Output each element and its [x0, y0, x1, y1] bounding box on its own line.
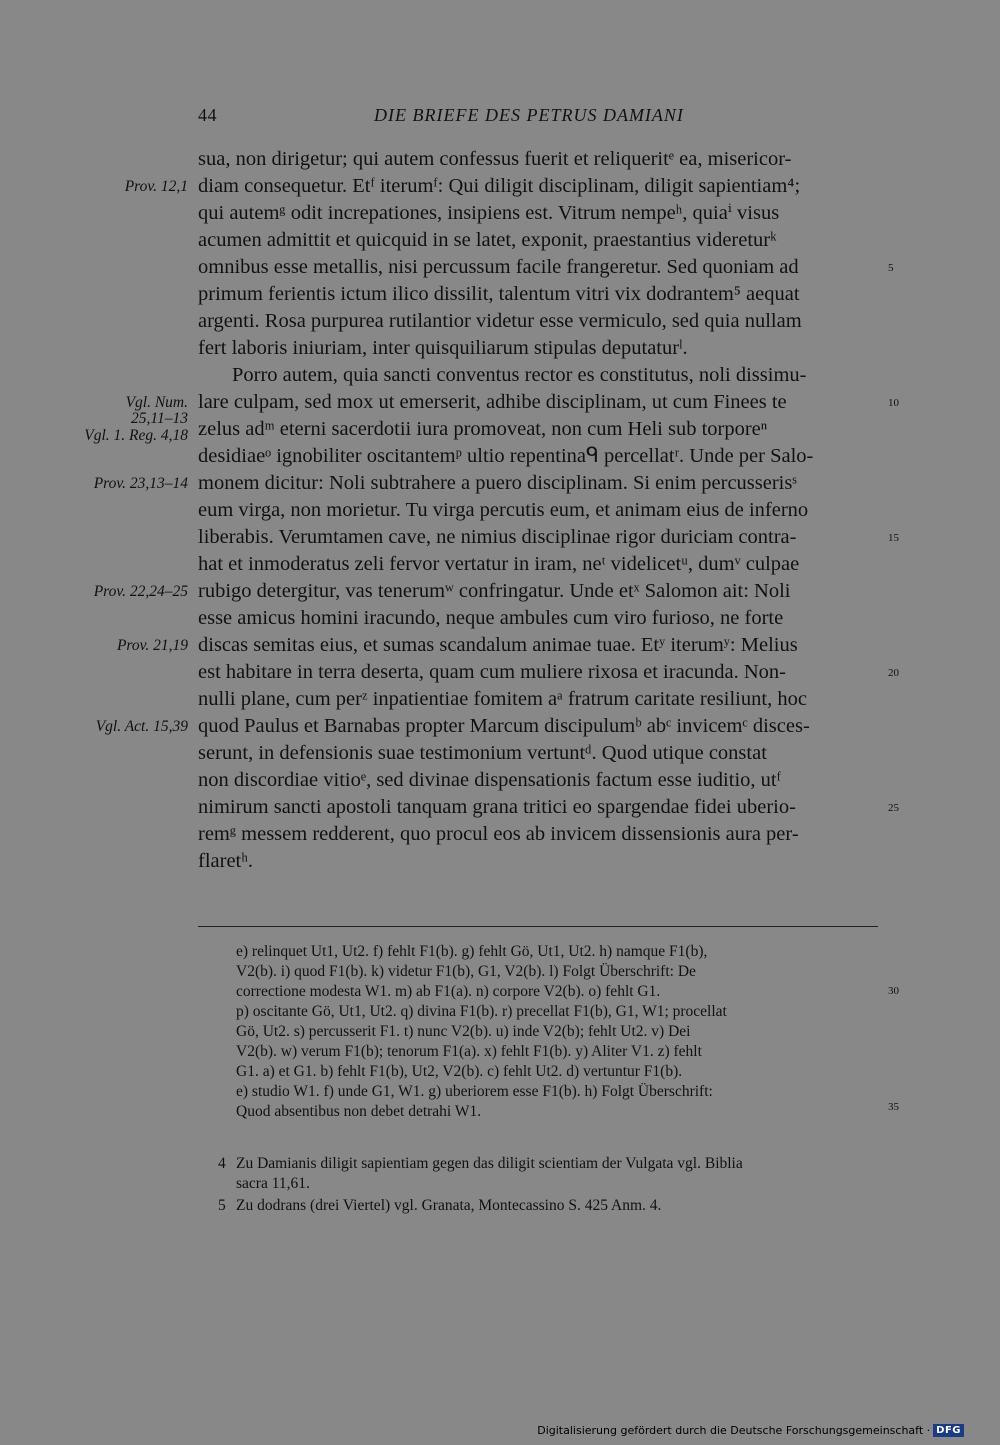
line-number: 15 — [888, 532, 899, 544]
line-number: 20 — [888, 667, 899, 679]
running-title: DIE BRIEFE DES PETRUS DAMIANI — [374, 105, 684, 125]
line-number: 5 — [888, 262, 894, 274]
text-line: quod Paulus et Barnabas propter Marcum discipulumᵇ abᶜ invicemᶜ disces- — [198, 715, 810, 737]
text-line: omnibus esse metallis, nisi percussum facile frangeretur. Sed quoniam ad — [198, 256, 799, 278]
text-line: hat et inmoderatus zeli fervor vertatur in iram, neᵗ videlicetᵘ, dumᵛ culpae — [198, 553, 800, 575]
text-line: acumen admittit et quicquid in se latet, exponit, praestantius videreturᵏ — [198, 229, 777, 251]
footnote-text: Zu Damianis diligit sapientiam gegen das diligit scientiam der Vulgata vgl. Biblia — [236, 1155, 743, 1172]
apparatus-line: e) studio W1. f) unde G1, W1. g) uberiorem esse F1(b). h) Folgt Überschrift: — [236, 1083, 713, 1100]
text-line: primum ferientis ictum ilico dissilit, talentum vitri vix dodrantem⁵ aequat — [198, 283, 800, 305]
line-number: 25 — [888, 802, 899, 814]
apparatus-line: Gö, Ut2. s) percusserit F1. t) nunc V2(b). u) inde V2(b); fehlt Ut2. v) Dei — [236, 1023, 691, 1040]
text-line: nimirum sancti apostoli tanquam grana tritici eo spargendae fidei uberio- — [198, 796, 796, 818]
text-line: argenti. Rosa purpurea rutilantior videtur esse vermiculo, sed quia nullam — [198, 310, 802, 332]
apparatus-line: G1. a) et G1. b) fehlt F1(b), Ut2, V2(b). c) fehlt Ut2. d) vertuntur F1(b). — [236, 1063, 683, 1080]
text-line: diam consequetur. Etᶠ iterumᶠ: Qui diligit disciplinam, diligit sapientiam⁴; — [198, 175, 801, 197]
text-line: qui autemᵍ odit increpationes, insipiens est. Vitrum nempeʰ, quiaⁱ visus — [198, 202, 780, 224]
footnote — [218, 1196, 878, 1216]
running-header — [198, 105, 878, 131]
funding-note — [537, 1424, 964, 1437]
footnote-number: 4 — [218, 1155, 226, 1172]
text-line: rubigo detergitur, vas tenerumʷ confringatur. Unde etˣ Salomon ait: Noli — [198, 580, 791, 602]
text-line: monem dicitur: Noli subtrahere a puero disciplinam. Si enim percusserisˢ — [198, 472, 797, 494]
text-line: remᵍ messem redderent, quo procul eos ab invicem dissensionis aura per- — [198, 823, 799, 845]
margin-ref: 25,11–13 — [131, 410, 188, 427]
line-number: 35 — [888, 1101, 899, 1113]
text-line: sua, non dirigetur; qui autem confessus fuerit et reliqueritᵉ ea, misericor- — [198, 148, 792, 170]
margin-ref: Vgl. Num. — [125, 394, 188, 411]
text-line: liberabis. Verumtamen cave, ne nimius disciplinae rigor duriciam contra- — [198, 526, 797, 548]
text-line: flaretʰ. — [198, 850, 253, 872]
text-line: zelus adᵐ eterni sacerdotii iura promoveat, non cum Heli sub torporeⁿ — [198, 418, 768, 440]
margin-ref: Vgl. Act. 15,39 — [95, 718, 188, 735]
margin-ref: Vgl. 1. Reg. 4,18 — [84, 427, 188, 444]
text-line: non discordiae vitioᵉ, sed divinae dispensationis factum esse iuditio, utᶠ — [198, 769, 781, 791]
text-line: serunt, in defensionis suae testimonium vertuntᵈ. Quod utique constat — [198, 742, 767, 764]
text-line: est habitare in terra deserta, quam cum muliere rixosa et iracunda. Non- — [198, 661, 786, 683]
text-line: fert laboris iniuriam, inter quisquiliarum stipulas deputaturˡ. — [198, 337, 688, 359]
footnote-number: 5 — [218, 1197, 226, 1214]
apparatus-line: V2(b). w) verum F1(b); tenorum F1(a). x) fehlt F1(b). y) Aliter V1. z) fehlt — [236, 1043, 702, 1060]
line-number: 10 — [888, 397, 899, 409]
margin-ref: Prov. 22,24–25 — [93, 583, 188, 600]
text-line: eum virga, non morietur. Tu virga percutis eum, et animam eius de inferno — [198, 499, 809, 521]
footnote — [218, 1174, 878, 1194]
text-line: lare culpam, sed mox ut emerserit, adhibe disciplinam, ut cum Finees te — [198, 391, 787, 413]
margin-ref: Prov. 12,1 — [124, 178, 188, 195]
footnote-text: Zu dodrans (drei Viertel) vgl. Granata, Montecassino S. 425 Anm. 4. — [236, 1197, 662, 1214]
apparatus-divider — [198, 926, 878, 927]
text-line: discas semitas eius, et sumas scandalum animae tuae. Etʸ iterumʸ: Melius — [198, 634, 798, 656]
apparatus-line: e) relinquet Ut1, Ut2. f) fehlt F1(b). g) fehlt Gö, Ut1, Ut2. h) namque F1(b), — [236, 943, 708, 960]
page-number: 44 — [198, 105, 217, 125]
funding-text: Digitalisierung gefördert durch die Deutsche Forschungsgemeinschaft · — [537, 1424, 931, 1437]
apparatus-line: Quod absentibus non debet detrahi W1. — [236, 1103, 482, 1120]
apparatus-line: V2(b). i) quod F1(b). k) videtur F1(b), G1, V2(b). l) Folgt Überschrift: De — [236, 963, 696, 980]
footnote-text: sacra 11,61. — [236, 1175, 310, 1192]
apparatus-line: correctione modesta W1. m) ab F1(a). n) corpore V2(b). o) fehlt G1. — [236, 983, 661, 1000]
margin-ref: Prov. 21,19 — [116, 637, 188, 654]
text-line: nulli plane, cum perᶻ inpatientiae fomitem aᵃ fratrum caritate resiliunt, hoc — [198, 688, 807, 710]
text-line: Porro autem, quia sancti conventus rector es constitutus, noli dissimu- — [232, 364, 807, 386]
text-line: esse amicus homini iracundo, neque ambules cum viro furioso, ne forte — [198, 607, 784, 629]
footnote — [218, 1154, 878, 1174]
text-line: desidiaeᵒ ignobiliter oscitantemᵖ ultio repentinaᑫ percellatʳ. Unde per Salo- — [198, 445, 814, 467]
margin-ref: Prov. 23,13–14 — [93, 475, 188, 492]
line-number: 30 — [888, 985, 899, 997]
apparatus-line: p) oscitante Gö, Ut1, Ut2. q) divina F1(b). r) precellat F1(b), G1, W1; procellat — [236, 1003, 727, 1020]
dfg-logo: DFG — [933, 1424, 964, 1437]
